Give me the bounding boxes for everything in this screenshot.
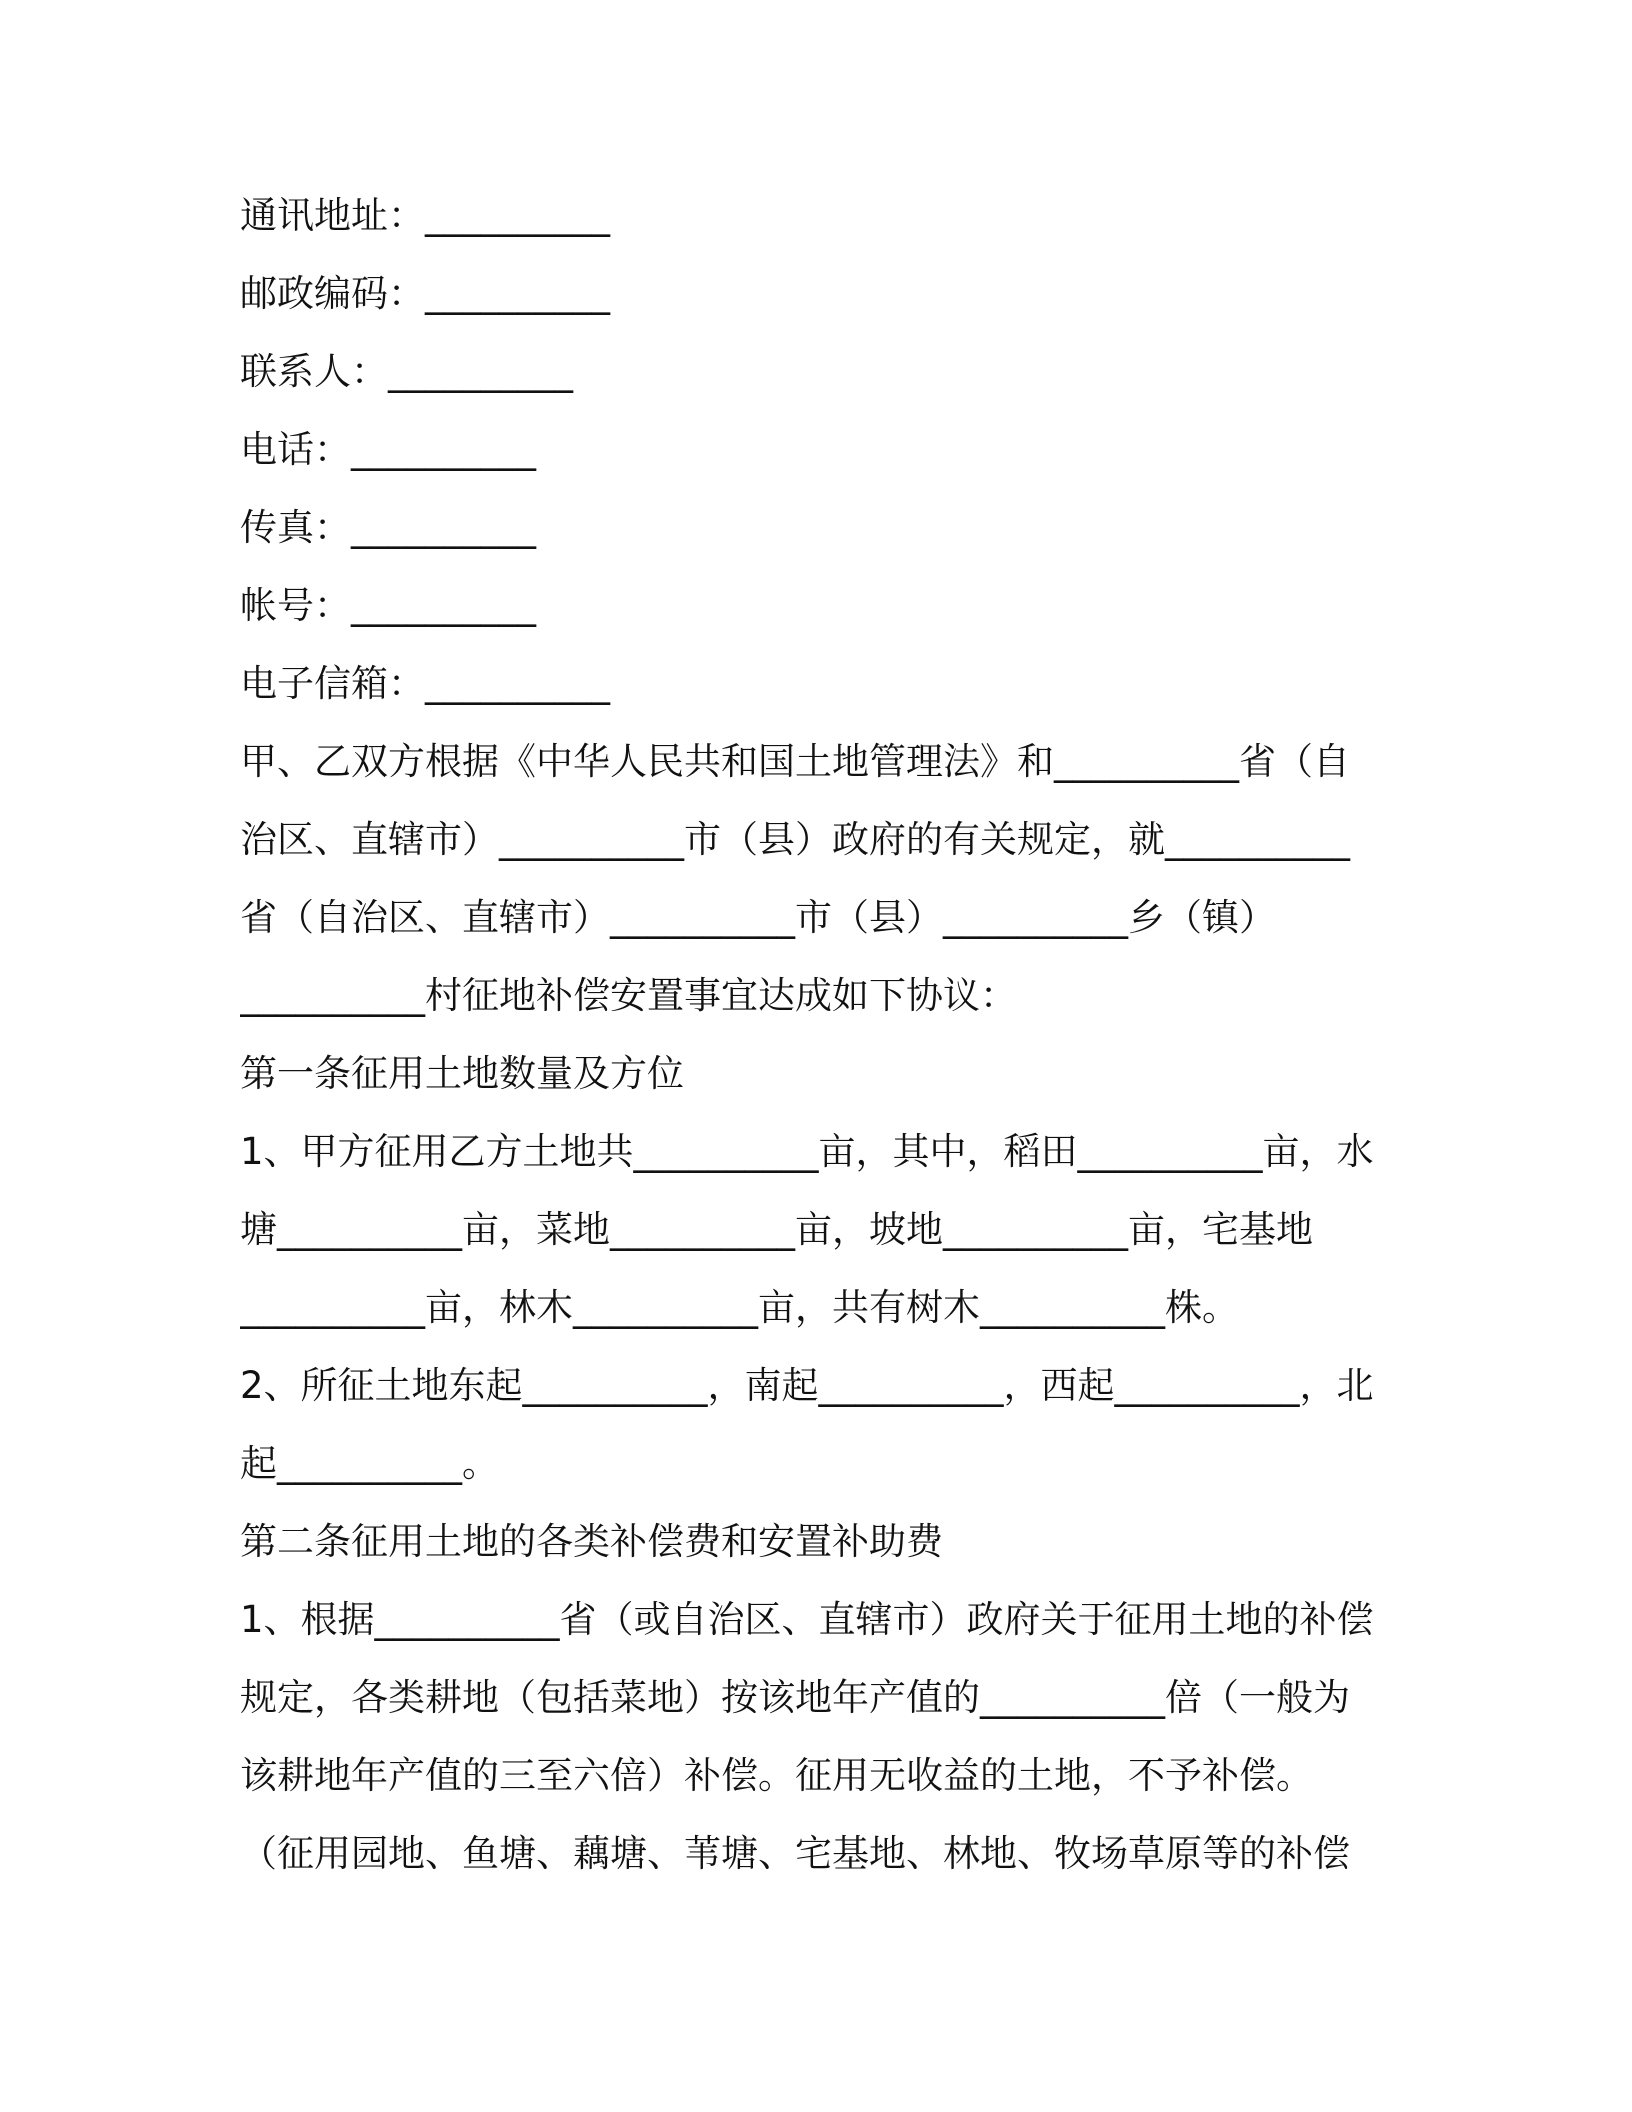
preamble-line: 甲、乙双方根据《中华人民共和国土地管理法》和__________省（自 bbox=[240, 740, 1350, 783]
article2-item1-line: 1、根据__________省（或自治区、直辖市）政府关于征用土地的补偿 bbox=[240, 1598, 1374, 1641]
preamble-line: __________村征地补偿安置事宜达成如下协议： bbox=[240, 974, 1017, 1017]
article2-item1-line: （征用园地、鱼塘、藕塘、苇塘、宅基地、林地、牧场草原等的补偿 bbox=[240, 1832, 1350, 1875]
article1-item2-line: 起__________。 bbox=[240, 1442, 499, 1485]
contact-person-line: 联系人：__________ bbox=[240, 350, 573, 393]
contact-postcode-line: 邮政编码：__________ bbox=[240, 272, 610, 315]
article2-item1-line: 规定，各类耕地（包括菜地）按该地年产值的__________倍（一般为 bbox=[240, 1676, 1350, 1719]
article1-item1-line: 1、甲方征用乙方土地共__________亩，其中，稻田__________亩，水 bbox=[240, 1130, 1374, 1173]
article1-item2-line: 2、所征土地东起__________，南起__________，西起__________，北 bbox=[240, 1364, 1374, 1407]
article2-heading: 第二条征用土地的各类补偿费和安置补助费 bbox=[240, 1520, 943, 1563]
article1-item1-line: __________亩，林木__________亩，共有树木__________株。 bbox=[240, 1286, 1239, 1329]
document-body bbox=[240, 190, 1390, 1906]
preamble-line: 省（自治区、直辖市）__________市（县）__________乡（镇） bbox=[240, 896, 1276, 939]
contact-email-line: 电子信箱：__________ bbox=[240, 662, 610, 705]
contact-fax-line: 传真：__________ bbox=[240, 506, 536, 549]
article1-item1-line: 塘__________亩，菜地__________亩，坡地__________亩，宅基地 bbox=[240, 1208, 1313, 1251]
preamble-line: 治区、直辖市）__________市（县）政府的有关规定，就__________ bbox=[240, 818, 1350, 861]
article2-item1-line: 该耕地年产值的三至六倍）补偿。征用无收益的土地，不予补偿。 bbox=[240, 1754, 1313, 1797]
contact-account-line: 帐号：__________ bbox=[240, 584, 536, 627]
contact-address-line: 通讯地址：__________ bbox=[240, 194, 610, 237]
contact-phone-line: 电话：__________ bbox=[240, 428, 536, 471]
article1-heading: 第一条征用土地数量及方位 bbox=[240, 1052, 684, 1095]
